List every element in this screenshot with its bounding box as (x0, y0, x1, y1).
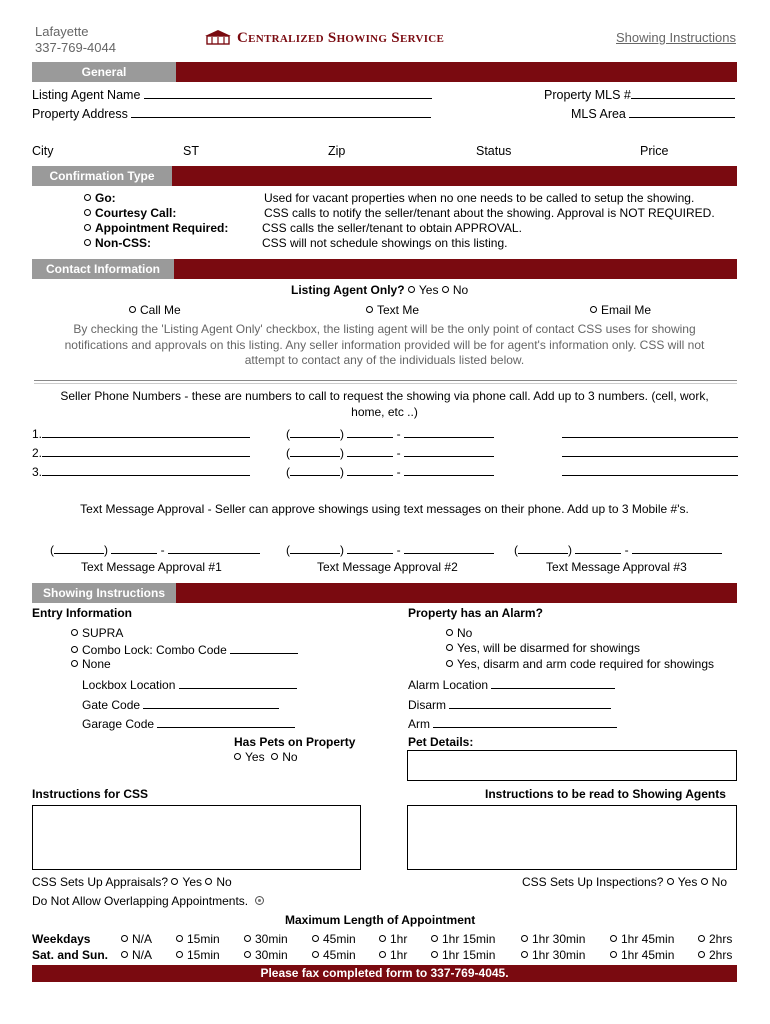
radio-icon (121, 935, 128, 942)
mls-area-label: MLS Area (571, 107, 626, 121)
disarm-label: Disarm (408, 698, 446, 712)
overlap-row (32, 894, 264, 908)
radio-icon (446, 644, 453, 651)
general-section-title: General (32, 62, 176, 82)
lockbox-label: Lockbox Location (82, 678, 176, 692)
weekday-option[interactable]: 45min (312, 932, 356, 946)
showing-instructions-link[interactable]: Showing Instructions (616, 30, 736, 45)
mls-number-label: Property MLS # (544, 88, 631, 102)
weekend-option[interactable]: 45min (312, 948, 356, 962)
contact-section-title: Contact Information (32, 259, 174, 279)
row-number: 3. (32, 465, 43, 479)
weekend-option[interactable]: 1hr 15min (431, 948, 495, 962)
appraisals-no[interactable]: No (205, 875, 231, 889)
radio-icon (521, 935, 528, 942)
weekday-option[interactable]: 2hrs (698, 932, 732, 946)
listing-agent-label: Listing Agent Name (32, 88, 141, 102)
radio-icon (667, 878, 674, 885)
inspections-no[interactable]: No (701, 875, 727, 889)
fax-footer-band: Please fax completed form to 337-769-4045. (32, 965, 737, 982)
alarm-no-option[interactable]: No (446, 626, 472, 640)
radio-icon (176, 935, 183, 942)
alarm-disarmed-option[interactable]: Yes, will be disarmed for showings (446, 641, 640, 655)
seller-phones-desc-2: home, etc ..) (351, 405, 418, 419)
radio-icon (521, 951, 528, 958)
text-approval-label-2: Text Message Approval #2 (317, 560, 458, 574)
lockbox-field[interactable] (82, 676, 297, 692)
radio-icon (446, 629, 453, 636)
contact-section-band (32, 259, 737, 279)
disarm-field[interactable] (408, 696, 611, 712)
gate-code-field[interactable] (82, 696, 279, 712)
radio-icon (698, 935, 705, 942)
text-approval-label-3: Text Message Approval #3 (546, 560, 687, 574)
price-label: Price (640, 144, 669, 158)
text-approval-phone-3[interactable]: ( ) - (514, 541, 722, 557)
radio-icon (84, 209, 91, 216)
property-address-field[interactable] (32, 105, 431, 121)
weekdays-label: Weekdays (32, 932, 91, 946)
entry-supra-option[interactable]: SUPRA (71, 626, 123, 640)
radio-icon (71, 646, 78, 653)
section-divider (34, 380, 737, 384)
inspections-label: CSS Sets Up Inspections? (522, 875, 664, 889)
weekday-option[interactable]: 1hr (379, 932, 407, 946)
pets-title: Has Pets on Property (234, 735, 356, 749)
seller-phone-row-1[interactable]: 1. ( ) - (32, 425, 250, 441)
house-icon (204, 29, 232, 45)
pet-details-input[interactable] (407, 750, 737, 781)
confirm-courtesy-option[interactable]: Courtesy Call: (84, 206, 176, 220)
overlap-toggle[interactable] (255, 896, 264, 905)
seller-phone-row-2[interactable]: 2. ( ) - (32, 444, 250, 460)
weekend-option[interactable]: 30min (244, 948, 288, 962)
radio-icon (431, 935, 438, 942)
mls-area-field[interactable] (571, 105, 735, 121)
arm-field[interactable] (408, 715, 617, 731)
status-label: Status (476, 144, 512, 158)
appraisals-label: CSS Sets Up Appraisals? (32, 875, 169, 889)
row-number: 1. (32, 427, 43, 441)
alarm-title: Property has an Alarm? (408, 606, 543, 620)
weekend-label: Sat. and Sun. (32, 948, 109, 962)
weekend-option[interactable]: N/A (121, 948, 152, 962)
weekend-option[interactable]: 15min (176, 948, 220, 962)
weekend-option[interactable]: 1hr (379, 948, 407, 962)
listing-agent-field[interactable] (32, 86, 432, 102)
text-approval-phone-1[interactable]: ( ) - (50, 541, 260, 557)
radio-icon (610, 951, 617, 958)
radio-icon (366, 306, 373, 313)
text-approval-label-1: Text Message Approval #1 (81, 560, 222, 574)
radio-icon (244, 935, 251, 942)
showing-section-title: Showing Instructions (32, 583, 176, 603)
entry-none-option[interactable]: None (71, 657, 111, 671)
pets-yes-option[interactable]: Yes (234, 750, 265, 764)
radio-icon (271, 753, 278, 760)
header-phone: 337-769-4044 (35, 40, 116, 55)
alarm-location-label: Alarm Location (408, 678, 489, 692)
confirm-appointment-desc: CSS calls the seller/tenant to obtain APPROVAL. (262, 221, 522, 235)
disclaimer-line-1: By checking the 'Listing Agent Only' checkbox, the listing agent will be the only point of contact CSS uses for showing (73, 322, 696, 336)
agent-only-yes[interactable]: Yes (408, 283, 439, 297)
instructions-agents-input[interactable] (407, 805, 737, 870)
pets-options (234, 750, 298, 764)
instructions-agents-title: Instructions to be read to Showing Agents (485, 787, 726, 801)
arm-label: Arm (408, 717, 430, 731)
property-address-label: Property Address (32, 107, 128, 121)
weekend-option[interactable]: 1hr 45min (610, 948, 674, 962)
email-me-option[interactable]: Email Me (590, 303, 651, 317)
radio-icon (84, 224, 91, 231)
text-me-option[interactable]: Text Me (366, 303, 419, 317)
agent-only-question: Listing Agent Only? (291, 283, 405, 297)
listing-agent-only-row (291, 283, 468, 297)
disclaimer-line-2: notifications and approvals on this listing. Any seller information provided will be for agent's information only. CSS will not (64, 338, 705, 352)
appraisals-yes[interactable]: Yes (171, 875, 202, 889)
weekday-option[interactable]: 1hr 45min (610, 932, 674, 946)
inspections-yes[interactable]: Yes (667, 875, 698, 889)
radio-icon (71, 660, 78, 667)
radio-icon (129, 306, 136, 313)
confirm-appointment-option[interactable]: Appointment Required: (84, 221, 228, 235)
garage-code-label: Garage Code (82, 717, 155, 731)
radio-icon (446, 660, 453, 667)
zip-label: Zip (328, 144, 346, 158)
radio-icon (590, 306, 597, 313)
alarm-location-field[interactable] (408, 676, 615, 692)
radio-icon (244, 951, 251, 958)
confirm-noncss-option[interactable]: Non-CSS: (84, 236, 151, 250)
header-city: Lafayette (35, 24, 89, 39)
overlap-label: Do Not Allow Overlapping Appointments. (32, 894, 249, 908)
confirm-go-desc: Used for vacant properties when no one needs to be called to setup the showing. (264, 191, 695, 205)
radio-icon (701, 878, 708, 885)
text-approval-phone-2[interactable]: ( ) - (286, 541, 494, 557)
radio-icon (312, 935, 319, 942)
showing-section-band (32, 583, 737, 603)
pets-no-option[interactable]: No (271, 750, 297, 764)
radio-icon (171, 878, 178, 885)
seller-phones-desc-1: Seller Phone Numbers - these are numbers to call to request the showing via phone call. Add up to 3 numbers. (cell, work, (60, 389, 709, 403)
company-name: Centralized Showing Service (237, 30, 445, 46)
instructions-css-input[interactable] (32, 805, 361, 870)
pet-details-label: Pet Details: (408, 735, 474, 749)
radio-icon (234, 753, 241, 760)
appraisals-row (32, 875, 232, 889)
max-length-title: Maximum Length of Appointment (285, 913, 476, 927)
radio-icon (442, 286, 449, 293)
confirm-go-option[interactable]: Go: (84, 191, 116, 205)
disclaimer-line-3: attempt to contact any of the individuals listed below. (244, 353, 525, 367)
radio-icon (176, 951, 183, 958)
radio-icon (408, 286, 415, 293)
weekday-option[interactable]: 1hr 30min (521, 932, 585, 946)
weekday-option[interactable]: 1hr 15min (431, 932, 495, 946)
row-number: 2. (32, 446, 43, 460)
seller-phone-row-3[interactable]: 3. ( ) - (32, 463, 250, 479)
alarm-code-required-option[interactable]: Yes, disarm and arm code required for showings (446, 657, 714, 671)
general-section-band (32, 62, 737, 82)
radio-icon (312, 951, 319, 958)
company-logo (204, 29, 232, 48)
entry-info-title: Entry Information (32, 606, 133, 620)
confirm-noncss-desc: CSS will not schedule showings on this listing. (262, 236, 508, 250)
entry-combo-option[interactable]: Combo Lock: Combo Code (71, 641, 298, 657)
agent-only-no[interactable]: No (442, 283, 468, 297)
gate-code-label: Gate Code (82, 698, 141, 712)
text-approval-desc: Text Message Approval - Seller can approve showings using text messages on their phone. Add up to 3 Mobile #'s. (80, 502, 689, 516)
inspections-row (522, 875, 727, 889)
radio-icon (205, 878, 212, 885)
confirmation-section-title: Confirmation Type (32, 166, 172, 186)
weekend-option[interactable]: 1hr 30min (521, 948, 585, 962)
weekday-option[interactable]: N/A (121, 932, 152, 946)
st-label: ST (183, 144, 199, 158)
radio-icon (379, 935, 386, 942)
radio-icon (379, 951, 386, 958)
radio-icon (610, 935, 617, 942)
radio-icon (121, 951, 128, 958)
radio-icon (431, 951, 438, 958)
weekend-option[interactable]: 2hrs (698, 948, 732, 962)
radio-icon (84, 239, 91, 246)
weekday-option[interactable]: 15min (176, 932, 220, 946)
mls-number-field[interactable] (544, 86, 735, 102)
city-label: City (32, 144, 54, 158)
weekday-option[interactable]: 30min (244, 932, 288, 946)
confirm-courtesy-desc: CSS calls to notify the seller/tenant about the showing. Approval is NOT REQUIRED. (264, 206, 715, 220)
call-me-option[interactable]: Call Me (129, 303, 181, 317)
radio-icon (84, 194, 91, 201)
radio-icon (698, 951, 705, 958)
radio-icon (71, 629, 78, 636)
confirmation-section-band (32, 166, 737, 186)
garage-code-field[interactable] (82, 715, 295, 731)
instructions-css-title: Instructions for CSS (32, 787, 149, 801)
